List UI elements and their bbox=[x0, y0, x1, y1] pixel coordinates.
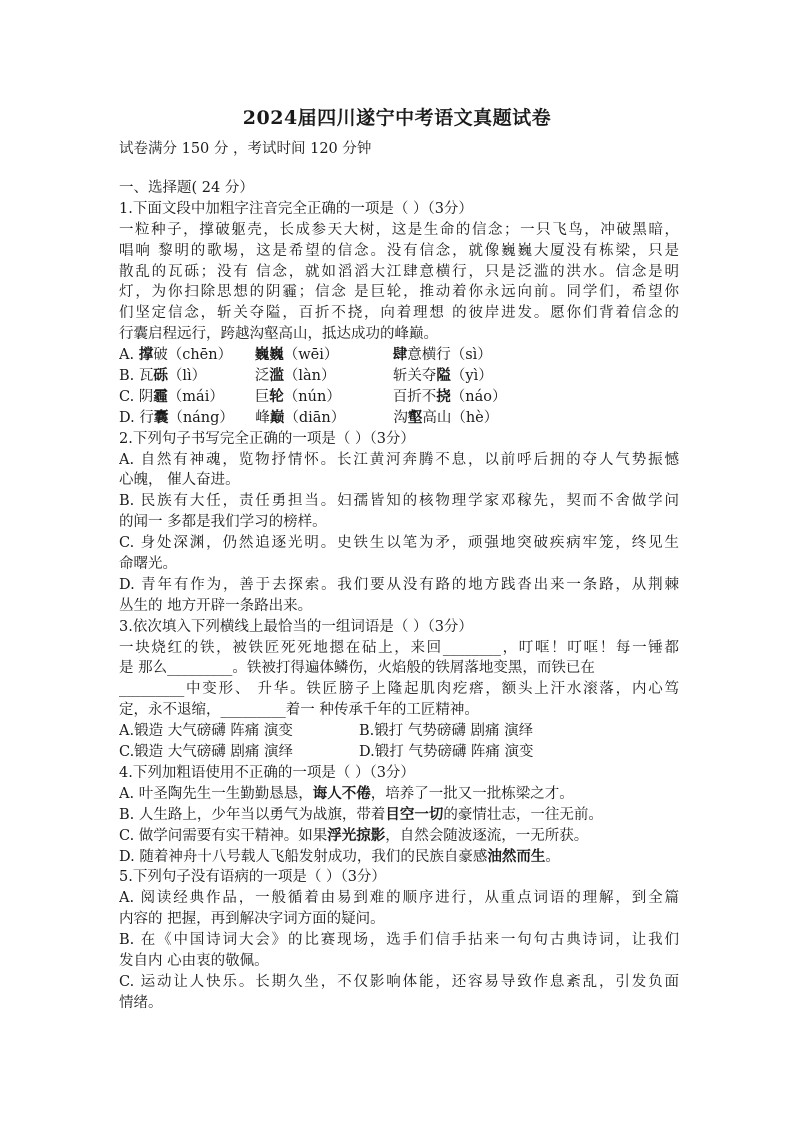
question-3-option-d: D.锻打 气势磅礴 阵痛 演变 bbox=[359, 744, 534, 761]
question-2-stem: 2.下列句子书写完全正确的一项是（ ）（3分） bbox=[119, 430, 415, 447]
question-5-stem: 5.下列句子没有语病的一项是（ ）（3分） bbox=[119, 869, 386, 886]
question-3-option-c: C.锻造 大气磅礴 剧痛 演绎 bbox=[119, 744, 294, 761]
passage-line: 散乱的瓦砾；没有 信念，就如滔滔大江肆意横行，只是泛滥的洪水。信念是明 bbox=[119, 263, 679, 280]
question-2-option-a: A. 自然有神魂，览物抒情怀。长江黄河奔腾不息，以前呼后拥的夺人气势振憾 bbox=[119, 451, 679, 468]
question-2-option-d-cont: 丛生的 地方开辟一条路出来。 bbox=[119, 597, 313, 614]
question-4-option-b: B. 人生路上，少年当以勇气为战旗，带着目空一切的豪情壮志，一往无前。 bbox=[119, 805, 603, 823]
question-1-option-b: B. 瓦砾（lì） 泛滥（làn） 斩关夺隘（yì） bbox=[119, 367, 493, 385]
question-3-stem: 3.依次填入下列横线上最恰当的一组词语是（ ）（3分） bbox=[119, 618, 473, 635]
question-5-option-b-cont: 发自内 心由衷的敬佩。 bbox=[119, 952, 269, 969]
passage-line: _________中变形、 升华。铁匠膀子上隆起肌肉疙瘩，额头上汗水滚落，内心笃 bbox=[119, 681, 679, 698]
passage-line: 行囊启程远行，跨越沟壑高山，抵达成功的峰巅。 bbox=[119, 326, 438, 343]
question-3-option-b: B.锻打 气势磅礴 剧痛 演绎 bbox=[359, 723, 534, 740]
question-4-option-a: A. 叶圣陶先生一生勤勤恳恳，诲人不倦，培养了一批又一批栋梁之才。 bbox=[119, 784, 574, 802]
question-1-option-a: A. 撑破（chēn） 巍巍（wēi） 肆意横行（sì） bbox=[119, 346, 492, 364]
question-5-option-b: B. 在《中国诗词大会》的比赛现场，选手们信手拈来一句句古典诗词，让我们 bbox=[119, 932, 679, 949]
question-2-option-b: B. 民族有大任，责任勇担当。妇孺皆知的核物理学家邓稼先，契而不舍做学问 bbox=[119, 493, 679, 510]
question-3-options-cd bbox=[119, 742, 679, 763]
passage-line: 一粒种子，撑破躯壳，长成参天大树，这是生命的信念；一只飞鸟，冲破黑暗， bbox=[119, 221, 679, 238]
question-4-option-d: D. 随着神舟十八号载人飞船发射成功，我们的民族自豪感油然而生。 bbox=[119, 847, 560, 865]
question-1-stem: 1.下面文段中加粗字注音完全正确的一项是（ ）（3分） bbox=[119, 200, 473, 217]
question-5-option-c: C. 运动让人快乐。长期久坐，不仅影响体能，还容易导致作息紊乱，引发负面 bbox=[119, 973, 679, 990]
exam-info: 试卷满分 150 分 ，考试时间 120 分钟 bbox=[119, 141, 372, 157]
passage-line: 们坚定信念，斩关夺隘，百折不挠，向着理想 的彼岸进发。愿你们背着信念的 bbox=[119, 305, 679, 322]
question-2-option-c-cont: 命曙光。 bbox=[119, 556, 177, 573]
section-heading: 一、选择题( 24 分） bbox=[119, 180, 254, 196]
question-1-option-d: D. 行囊（náng） 峰巅（diān） 沟壑高山（hè） bbox=[119, 408, 499, 426]
question-5-option-a: A. 阅读经典作品，一般循着由易到难的顺序进行，从重点词语的理解，到全篇 bbox=[119, 890, 679, 907]
question-2-option-c: C. 身处深渊，仍然追逐光明。史铁生以笔为矛，顽强地突破疾病牢笼，终见生 bbox=[119, 535, 679, 552]
exam-body bbox=[119, 178, 679, 1014]
passage-line: 灯，为你扫除思想的阴霾；信念 是巨轮，推动着你永远向前。同学们，希望你 bbox=[119, 284, 679, 301]
question-5-option-a-cont: 内容的 把握，再到解决字词方面的疑问。 bbox=[119, 911, 385, 928]
passage-line: 一块烧红的铁，被铁匠死死地摁在砧上，来回________，叮哐！叮哐！每一锤都 bbox=[119, 639, 679, 656]
question-1-option-c: C. 阴霾（mái） 巨轮（nún） 百折不挠（náo） bbox=[119, 387, 507, 405]
question-3-option-a: A.锻造 大气磅礴 阵痛 演变 bbox=[119, 723, 293, 740]
page-title: 2024届四川遂宁中考语文真题试卷 bbox=[242, 107, 552, 129]
passage-line: 是 那么_________。铁被打得遍体鳞伤，火焰般的铁屑落地变黑，而铁已在 bbox=[119, 660, 595, 677]
passage-line: 唱响 黎明的歌埸，这是希望的信念。没有信念，就像巍巍大厦没有栋梁，只是 bbox=[119, 242, 679, 259]
question-2-option-b-cont: 的闻一 多都是我们学习的榜样。 bbox=[119, 514, 327, 531]
passage-line: 定，永不退缩，_________着一 种传承千年的工匠精神。 bbox=[119, 702, 479, 719]
question-4-option-c: C. 做学问需要有实干精神。如果浮光掠影，自然会随波逐流，一无所获。 bbox=[119, 826, 589, 844]
question-4-stem: 4.下列加粗语使用不正确的一项是（ ）（3分） bbox=[119, 764, 415, 781]
question-5-option-c-cont: 情绪。 bbox=[119, 994, 163, 1011]
question-2-option-a-cont: 心魄， 催人奋进。 bbox=[119, 472, 240, 489]
question-3-options-ab bbox=[119, 721, 679, 742]
question-2-option-d: D. 青年有作为，善于去探索。我们要从没有路的地方践沓出来一条路，从荆棘 bbox=[119, 576, 679, 593]
